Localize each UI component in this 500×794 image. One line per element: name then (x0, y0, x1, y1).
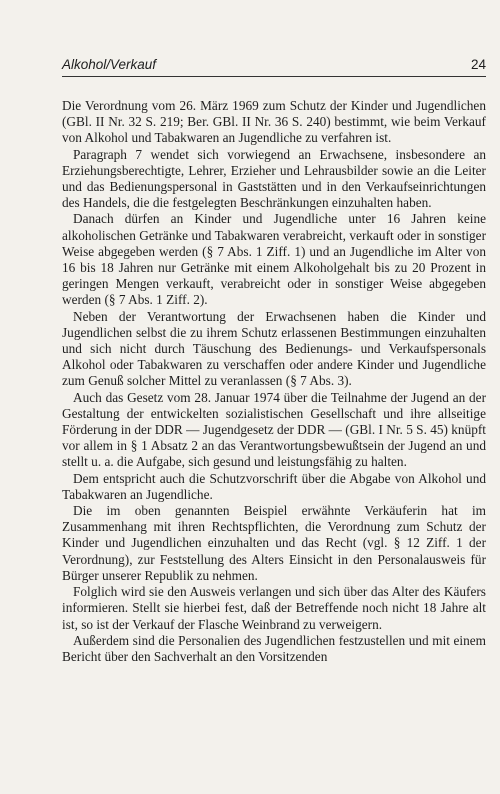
paragraph: Paragraph 7 wendet sich vorwiegend an Erwachsene, insbesondere an Erziehungsberechtigte, Lehrer, Erzieher und Lehrausbilder sowie an die Leiter und das Bedienungspersonal in Gaststätten und in den Verkaufseinrichtungen des Handels, die die festgelegten Beschränkungen einzuhalten haben. (62, 146, 486, 211)
paragraph: Dem entspricht auch die Schutzvorschrift über die Abgabe von Alkohol und Tabakwaren an Jugendliche. (62, 470, 486, 502)
running-header (62, 57, 486, 72)
paragraph: Außerdem sind die Personalien des Jugendlichen festzustellen und mit einem Bericht über den Sachverhalt an den Vorsitzenden (62, 632, 486, 664)
running-title: Alkohol/Verkauf (62, 57, 157, 72)
paragraph: Danach dürfen an Kinder und Jugendliche unter 16 Jahren keine alkoholischen Getränke und Tabakwaren verabreicht, verkauft oder in sonstiger Weise abgegeben werden (§ 7 Abs. 1 Ziff. 1) und an Jugendliche im Alter von 16 bis 18 Jahren nur Getränke mit einem Alkoholgehalt bis zu 20 Prozent in geringen Mengen verkauft, verabreicht oder in sonstiger Weise abgegeben werden (§ 7 Abs. 1 Ziff. 2). (62, 211, 486, 308)
page-number: 24 (470, 57, 486, 72)
paragraph: Neben der Verantwortung der Erwachsenen haben die Kinder und Jugendlichen selbst die zu ihrem Schutz erlassenen Bestimmungen einzuhalten und sich nicht durch Täuschung des Bedienungs- und Verkaufspersonals Alkohol oder Tabakwaren zu verschaffen oder andere Kinder und Jugendliche zum Genuß solcher Mittel zu veranlassen (§ 7 Abs. 3). (62, 308, 486, 389)
paragraph: Folglich wird sie den Ausweis verlangen und sich über das Alter des Käufers informieren. Stellt sie hierbei fest, daß der Betreffende noch nicht 18 Jahre alt ist, so ist der Verkauf der Flasche Weinbrand zu verweigern. (62, 584, 486, 632)
header-rule (62, 76, 486, 77)
paragraph: Die im oben genannten Beispiel erwähnte Verkäuferin hat im Zusammenhang mit ihren Rechtspflichten, die Verordnung zum Schutz der Kinder und Jugendlichen einzuhalten und das Recht (vgl. § 12 Ziff. 1 der Verordnung), zur Feststellung des Alters Einsicht in den Personalausweis für Bürger unserer Republik zu nehmen. (62, 503, 486, 583)
paragraph: Auch das Gesetz vom 28. Januar 1974 über die Teilnahme der Jugend an der Gestaltung der entwickelten sozialistischen Gesellschaft und ihre allseitige Förderung in der DDR — Jugendgesetz der DDR — (GBl. I Nr. 5 S. 45) knüpft vor allem in § 1 Absatz 2 an das Verantwortungsbewußtsein der Jugend an und stellt u. a. die Aufgabe, sich gesund und leistungsfähig zu halten. (62, 389, 486, 470)
body-text (62, 98, 486, 665)
paragraph: Die Verordnung vom 26. März 1969 zum Schutz der Kinder und Jugendlichen (GBl. II Nr. 32 S. 219; Ber. GBl. II Nr. 36 S. 240) bestimmt, wie beim Verkauf von Alkohol und Tabakwaren an Jugendliche zu verfahren ist. (62, 98, 486, 146)
